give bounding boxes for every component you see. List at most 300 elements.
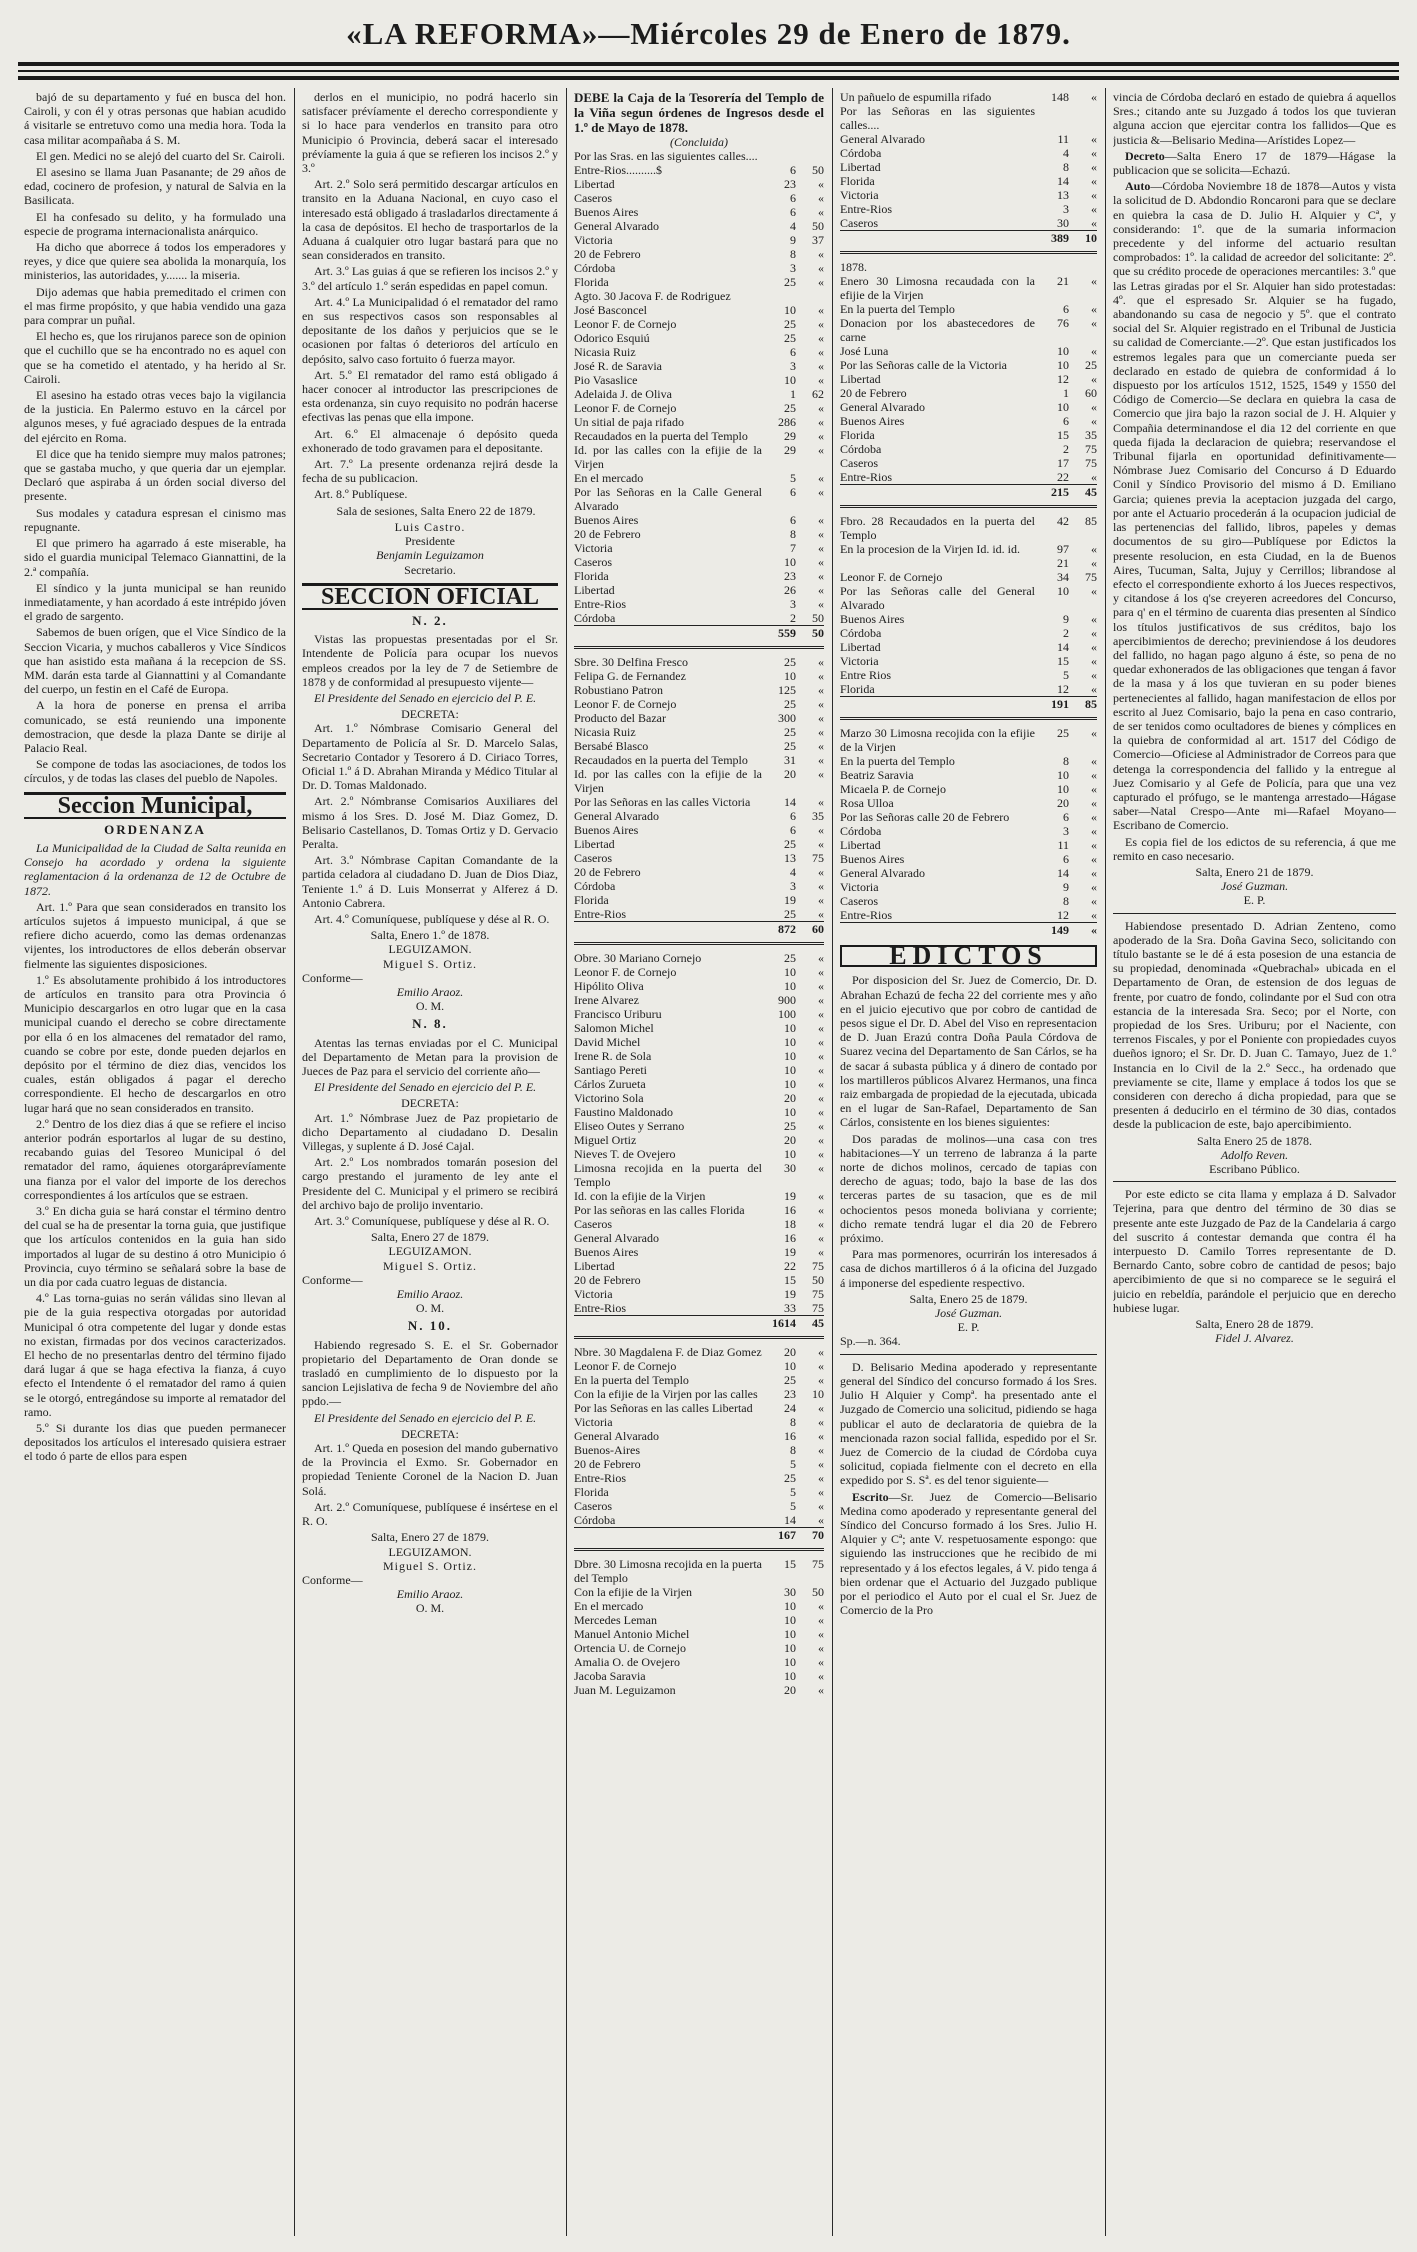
ledger-entry: Micaela P. de Cornejo bbox=[840, 782, 946, 797]
ledger-entry: General Alvarado bbox=[574, 1231, 659, 1246]
ledger-entry: Obre. 30 Mariano Cornejo bbox=[574, 951, 702, 966]
ledger-row bbox=[574, 1301, 824, 1315]
ledger-row bbox=[574, 583, 824, 597]
ledger-entry: Libertad bbox=[574, 1259, 615, 1274]
ledger-entry: Caseros bbox=[574, 191, 612, 206]
conforme-label: Conforme— bbox=[302, 1272, 363, 1287]
ledger-amount: 9 bbox=[1063, 880, 1069, 895]
ledger-amount: 10 bbox=[784, 1063, 796, 1078]
ledger-total bbox=[840, 230, 1097, 245]
ledger-cents: « bbox=[818, 583, 824, 598]
ledger-entry: Bersabé Blasco bbox=[574, 739, 649, 754]
ledger-entry: Id. por las calles con la efijie de la Virjen bbox=[574, 443, 762, 472]
ledger-table bbox=[840, 514, 1097, 696]
ledger-amount: 10 bbox=[784, 979, 796, 994]
ledger-entry: Florida bbox=[574, 569, 609, 584]
edict-paragraph: D. Belisario Medina apoderado y representante general del Síndico del concurso formado á los Sres. Julio H Alquier y Compª. ha presentado ante el Juzgado de Comercio una solicitud, pidiendo se haga publicar el auto de declaratoria de quiebra de la mencionada razon social fallida, espedido por el Sr. Juez de Comercio de la ciudad de Córdoba cuya solicitud, copiada fielmente con el decreto en ella expedido por S. Sª. es del tenor siguiente— bbox=[840, 1359, 1097, 1488]
column-2 bbox=[302, 90, 558, 2230]
ledger-amount: 8 bbox=[790, 1443, 796, 1458]
signature: José Guzman. bbox=[1220, 879, 1289, 894]
auto-label: Auto bbox=[1125, 179, 1151, 194]
article: Art. 3.º Las guias á que se refieren los incisos 2.º y 3.º del artículo 1.º serán espedidas en papel comun. bbox=[302, 264, 558, 293]
ledger-amount: 10 bbox=[784, 1147, 796, 1162]
signature-role: Secretario. bbox=[404, 562, 456, 577]
ledger-row bbox=[840, 908, 1097, 922]
ledger-total bbox=[574, 1527, 824, 1542]
ledger-row bbox=[574, 1147, 824, 1161]
ledger-amount: 6 bbox=[790, 823, 796, 838]
ledger-entry: David Michel bbox=[574, 1035, 641, 1050]
ledger-row bbox=[574, 1021, 824, 1035]
ledger-row bbox=[574, 387, 824, 401]
ledger-row bbox=[840, 400, 1097, 414]
signature: LEGUIZAMON. bbox=[388, 1244, 472, 1259]
ledger-entry: Córdoba bbox=[840, 442, 882, 457]
ledger-entry: Florida bbox=[574, 1485, 609, 1500]
decreta-label: DECRETA: bbox=[401, 707, 459, 722]
ledger-amount: 16 bbox=[784, 1429, 796, 1444]
ledger-row bbox=[840, 132, 1097, 146]
ledger-cents: « bbox=[818, 1021, 824, 1036]
ledger-amount: 30 bbox=[1057, 216, 1069, 230]
ledger-amount: 10 bbox=[1057, 768, 1069, 783]
ledger-cents: « bbox=[818, 527, 824, 542]
decreta-label: DECRETA: bbox=[401, 1426, 459, 1441]
ledger-amount: 10 bbox=[784, 1641, 796, 1656]
ledger-entry: Victoria bbox=[840, 880, 879, 895]
ledger-cents: « bbox=[818, 1203, 824, 1218]
ledger-amount: 8 bbox=[790, 247, 796, 262]
article: derlos en el municipio, no podrá hacerlo sin satisfacer prévíamente el derecho correspondiente y si lo hace para venderlos en transito para otro Municipio ó Provincia, deberá sacar el interesado prévíamente la guia á que se refieren los incisos 2.º y 3.º bbox=[302, 90, 558, 176]
ledger-row bbox=[840, 302, 1097, 316]
ledger-total bbox=[574, 921, 824, 936]
ledger-entry: Córdoba bbox=[840, 626, 882, 641]
article-clause: 2.º Dentro de los diez dias á que se refiere el inciso anterior podrán esportarlos al lugar de su destino, recabando guias del Tesoreo Municipal ó del rematador del ramo, áquienes otorgaráprevíamente una fianza por el valor del importe de los derechos correspondientes á los artículos que se estraen. bbox=[24, 1116, 286, 1202]
ledger-cents: 50 bbox=[796, 626, 824, 641]
ledger-row bbox=[840, 754, 1097, 768]
article: Art. 2.º Nómbranse Comisarios Auxiliares del mismo á los Sres. D. José M. Diaz Gomez, D. Belisario Castellanos, D. Tomas Ortiz y D. Gervacio Peralta. bbox=[302, 794, 558, 851]
ledger-cents: « bbox=[818, 1147, 824, 1162]
signature: Fidel J. Alvarez. bbox=[1215, 1331, 1294, 1346]
ledger-entry: Buenos Aires bbox=[840, 852, 905, 867]
ledger-row bbox=[840, 174, 1097, 188]
ledger-cents: « bbox=[818, 331, 824, 346]
ledger-row bbox=[574, 1655, 824, 1669]
ledger-amount: 6 bbox=[1063, 852, 1069, 867]
ledger-entry: Id. por las calles con la efijie de la Virjen bbox=[574, 767, 762, 796]
ledger-entry bbox=[574, 626, 762, 641]
ledger-row bbox=[574, 303, 824, 317]
ledger-row bbox=[574, 345, 824, 359]
ledger-entry: José R. de Saravia bbox=[574, 359, 662, 374]
ledger-amount: 16 bbox=[784, 1203, 796, 1218]
ledger-cents: « bbox=[818, 753, 824, 768]
ledger-cents: « bbox=[818, 1599, 824, 1614]
ledger-amount: 25 bbox=[784, 837, 796, 852]
ledger-row bbox=[574, 1513, 824, 1527]
ledger-cents: « bbox=[818, 993, 824, 1008]
ledger-row bbox=[574, 373, 824, 387]
ledger-entry: Dbre. 30 Limosna recojida en la puerta del Templo bbox=[574, 1557, 762, 1586]
ledger-entry: Francisco Uriburu bbox=[574, 1007, 662, 1022]
ledger-cents: « bbox=[1091, 470, 1097, 485]
ledger-row bbox=[574, 1485, 824, 1499]
ledger-amount: 389 bbox=[1035, 231, 1069, 246]
edict-paragraph: —Sr. Juez de Comercio—Belisario Medina como apoderado y representante general del Síndico del Concurso formado á los Sres. Julio H. Alquier y Cª; ante V. respetuosamente espongo: que siguiendo las instrucciones que he recibido de mi representado y á los efectos legales, á V. pido tenga á bien ordenar que el Actuario del Juzgado publique por el periodico el Auto por el cual el Sr. Juez de Comercio de la Pro bbox=[840, 1489, 1097, 1618]
ledger-entry: Caseros bbox=[840, 894, 878, 909]
ledger-row bbox=[840, 852, 1097, 866]
ledger-row bbox=[574, 753, 824, 767]
signature-role: O. M. bbox=[415, 999, 445, 1014]
ledger-cents: « bbox=[1069, 923, 1097, 938]
ledger-amount: 10 bbox=[784, 555, 796, 570]
article: Art. 6.º El almacenaje ó depósito queda exhonerado de todo gravamen para el depositante. bbox=[302, 426, 558, 455]
ledger-cents: « bbox=[818, 1655, 824, 1670]
edict-paragraph: Habiendose presentado D. Adrian Zenteno, como apoderado de la Sra. Doña Gavina Seco, solicitando con título bastante se le dé á esta posesion de una estancia de su propiedad, denominada «Quebrachal» ubicada en el Departamento de Oran, de estension de dos leguas de frente, por cuatro de fondo, colindante por el Sud con otra estancia de la interesada Sra. Seco; por el Norte, con propiedad de los Sres. Uriburu; por el Naciente, con terrenos Fiscales, y por el Poniente con propiedades cuyos dueños ignoro; el Sr. Dr. D. Juan C. Tamayo, Juez de 1.º Instancia en lo Civil de la 2.º Secc., ha ordenado que previamente se cite, llame y emplace á todos los que se consideren con derecho á dicha propiedad, para que se presenten á deducirlo en el término de 30 dias, contados desde la publicacion de este, bajo apercibimiento. bbox=[1113, 918, 1396, 1132]
ledger-amount: 22 bbox=[784, 1259, 796, 1274]
ledger-cents: « bbox=[818, 247, 824, 262]
column-divider bbox=[294, 88, 295, 2236]
ledger-amount: 10 bbox=[1057, 400, 1069, 415]
ledger-table bbox=[840, 90, 1097, 230]
ledger-cents: « bbox=[1091, 668, 1097, 683]
article: Art. 4.º Comuníquese, publíquese y dése al R. O. bbox=[314, 911, 550, 926]
ledger-cents: « bbox=[1091, 894, 1097, 909]
ledger-amount: 215 bbox=[1035, 485, 1069, 500]
ledger-cents: 37 bbox=[812, 233, 824, 248]
ledger-entry: Donacion por los abastecedores de carne bbox=[840, 316, 1035, 345]
ledger-row bbox=[574, 1359, 824, 1373]
ledger-entry: Leonor F. de Cornejo bbox=[574, 401, 677, 416]
edict-paragraph: Por este edicto se cita llama y emplaza á D. Salvador Tejerina, para que dentro del término de 30 dias se presente ante este Juzgado de Paz de la Candelaria á cargo del suscrito á contestar demanda que contra él ha interpuesto D. Camilo Torres representante de D. Bernardo Canto, sobre cobro de cantidad de pesos; bajo apercibimiento de que si no comparece se le seguirá el juicio en rebeldía, parándole el perjuicio que en derecho hubiese lugar. bbox=[1113, 1187, 1396, 1315]
article: Art. 3.º Nómbrase Capitan Comandante de la partida celadora al ciudadano D. Juan de Dios Diaz, Teniente 1.º á D. Luis Monserrat y Alferez á D. Antonio Cabrera. bbox=[302, 853, 558, 910]
ledger-row bbox=[574, 569, 824, 583]
ledger-cents: « bbox=[1091, 640, 1097, 655]
ledger-row bbox=[574, 1259, 824, 1273]
ledger-entry: Libertad bbox=[840, 160, 881, 174]
ledger-amount: 12 bbox=[1057, 908, 1069, 923]
ledger-entry: Por las Señoras en las calles Libertad bbox=[574, 1401, 753, 1416]
ledger-entry: 20 de Febrero bbox=[574, 527, 641, 542]
ledger-entry: Entre-Rios bbox=[574, 907, 626, 922]
ledger-cents: 75 bbox=[812, 1259, 824, 1274]
ledger-entry: En la puerta del Templo bbox=[840, 754, 955, 769]
ledger-cents: « bbox=[1091, 160, 1097, 174]
ledger-row bbox=[840, 90, 1097, 104]
ledger-cents: 35 bbox=[1085, 428, 1097, 443]
ledger-cents: « bbox=[818, 345, 824, 360]
ledger-row bbox=[574, 1599, 824, 1613]
ledger-entry: Por las Señoras en la Calle General Alvarado bbox=[574, 485, 762, 514]
ledger-entry: Fbro. 28 Recaudados en la puerta del Templo bbox=[840, 514, 1035, 543]
ledger-cents: « bbox=[818, 907, 824, 922]
ledger-entry: En la puerta del Templo bbox=[840, 302, 955, 317]
ledger-amount: 31 bbox=[784, 753, 796, 768]
article-clause: 5.º Si durante los dias que pueden permanecer depositados los artículos el interesado quisiera estraer el todo ó parte de ellos para espen bbox=[24, 1421, 286, 1464]
ledger-cents: « bbox=[1091, 372, 1097, 387]
ledger-amount: 191 bbox=[1035, 697, 1069, 712]
ledger-row bbox=[840, 894, 1097, 908]
decree-text: Habiendo regresado S. E. el Sr. Gobernador propietario del Departamento de Oran donde se trasladó en cumplimiento de lo dispuesto por la sancion Lejislativa de fecha 9 de Noviembre del año ppdo.— bbox=[302, 1337, 558, 1409]
ledger-cents: « bbox=[818, 205, 824, 220]
ledger-cents: « bbox=[1091, 202, 1097, 216]
ledger-entry: Florida bbox=[840, 428, 875, 443]
ledger-amount: 22 bbox=[1057, 470, 1069, 485]
ledger-row bbox=[574, 415, 824, 429]
ledger-amount: 10 bbox=[784, 669, 796, 684]
news-paragraph: El asesino se llama Juan Pasanante; de 29 años de edad, cocinero de profesion, y natural de Salvia en la Basilicata. bbox=[24, 165, 286, 208]
ledger-row bbox=[840, 160, 1097, 174]
ledger-amount: 9 bbox=[1063, 612, 1069, 627]
ledger-row bbox=[574, 331, 824, 345]
ledger-cents: « bbox=[818, 303, 824, 318]
ledger-amount: 6 bbox=[1063, 414, 1069, 429]
ledger-row bbox=[574, 1627, 824, 1641]
ledger-cents: « bbox=[1091, 782, 1097, 797]
news-paragraph: Sabemos de buen orígen, que el Vice Síndico de la Seccion Vicaria, y muchos caballeros y Vice Síndicos que han asistido esta mañana á la recepcion de SS. MM. darán esta tarde al Giannattini y al Comandante del cuerpo, un festin en el Café de Europa. bbox=[24, 625, 286, 697]
ledger-row bbox=[574, 725, 824, 739]
ledger-amount: 15 bbox=[1057, 428, 1069, 443]
signature: Adolfo Reven. bbox=[1220, 1147, 1289, 1162]
ledger-cents: « bbox=[818, 1499, 824, 1514]
ledger-amount bbox=[1035, 104, 1069, 132]
column-5 bbox=[1113, 90, 1396, 2230]
ledger-entry: Felipa G. de Fernandez bbox=[574, 669, 686, 684]
decree-authority: El Presidente del Senado en ejercicio del P. E. bbox=[314, 1080, 537, 1095]
ledger-amount: 10 bbox=[784, 1049, 796, 1064]
ledger-cents: « bbox=[818, 1683, 824, 1698]
ledger-amount: 10 bbox=[784, 1655, 796, 1670]
ledger-amount: 16 bbox=[784, 1231, 796, 1246]
ledger-cents: « bbox=[818, 541, 824, 556]
masthead-title: «LA REFORMA»—Miércoles 29 de Enero de 1879. bbox=[346, 16, 1071, 51]
ledger-amount: 25 bbox=[784, 1471, 796, 1486]
ledger-entry: Victoria bbox=[840, 188, 879, 202]
masthead-rule-thin bbox=[18, 70, 1399, 72]
ledger-entry: Juan M. Leguizamon bbox=[574, 1683, 676, 1698]
ledger-entry: Buenos Aires bbox=[574, 1245, 639, 1260]
ledger-entry: Por las Señoras calle del General Alvarado bbox=[840, 584, 1035, 613]
ledger-cents: « bbox=[818, 485, 824, 500]
article: Art. 2.º Los nombrados tomarán posesion del cargo prestando el juramento de ley ante el Presidente del C. Municipal y el primero se recibirá del archivo bajo de prolijo inventario. bbox=[302, 1155, 558, 1212]
ledger-cents: « bbox=[818, 655, 824, 670]
ledger-amount: 167 bbox=[762, 1528, 796, 1543]
ledger-cents: 25 bbox=[1085, 358, 1097, 373]
ledger-amount: 8 bbox=[790, 527, 796, 542]
ledger-amount: 4 bbox=[790, 865, 796, 880]
ledger-entry: Por las Señoras calle de la Victoria bbox=[840, 358, 1008, 373]
ledger-row bbox=[574, 965, 824, 979]
ledger-entry: Córdoba bbox=[574, 879, 616, 894]
decree-number: N. 2. bbox=[412, 612, 448, 628]
ledger-amount: 11 bbox=[1057, 838, 1069, 853]
ledger-amount: 6 bbox=[1063, 302, 1069, 317]
ledger-subtitle: (Concluida) bbox=[670, 135, 728, 149]
ledger-table bbox=[840, 274, 1097, 484]
ledger-entry: Por las Señoras en las calles Victoria bbox=[574, 795, 751, 810]
ledger-amount: 14 bbox=[784, 1513, 796, 1528]
article: Art. 2.º Solo será permitido descargar artículos en transito en la Aduana Nacional, en cuyo caso el interesado está obligado á trasladarlos directamente á la casa de depósitos. El hecho de trasportarlos de la Aduana á cualquier otro lugar bastará para que no sean considerados en transito. bbox=[302, 177, 558, 263]
ledger-cents: « bbox=[818, 177, 824, 192]
ledger-cents: « bbox=[818, 1359, 824, 1374]
decreto-label: Decreto bbox=[1125, 148, 1165, 163]
ledger-entry: Córdoba bbox=[574, 611, 616, 626]
signature-role: O. M. bbox=[415, 1601, 445, 1616]
ledger-amount: 11 bbox=[1057, 132, 1069, 146]
ledger-entry: Pio Vasaslice bbox=[574, 373, 638, 388]
signature: Miguel S. Ortiz. bbox=[383, 1558, 477, 1573]
ledger-amount: 6 bbox=[790, 345, 796, 360]
ledger-row bbox=[574, 1443, 824, 1457]
ledger-row bbox=[574, 697, 824, 711]
ledger-amount: 8 bbox=[1063, 894, 1069, 909]
ledger-entry: Victoria bbox=[574, 233, 613, 248]
ledger-amount: 900 bbox=[778, 993, 796, 1008]
ledger-entry: Marzo 30 Limosna recojida con la efijie de la Virjen bbox=[840, 726, 1035, 755]
ledger-cents: 60 bbox=[796, 922, 824, 937]
news-paragraph: El que primero ha agarrado á este miserable, ha sido el guardia municipal Telemaco Giannattini, de la 2.ª compañía. bbox=[24, 536, 286, 579]
ledger-amount: 25 bbox=[784, 1373, 796, 1388]
edict-date: Salta, Enero 25 de 1879. bbox=[909, 1291, 1028, 1306]
ledger-cents: « bbox=[818, 1119, 824, 1134]
ledger-amount: 97 bbox=[1057, 542, 1069, 557]
ledger-row bbox=[574, 865, 824, 879]
column-divider bbox=[1105, 88, 1106, 2236]
ledger-amount: 10 bbox=[1057, 344, 1069, 359]
ledger-row bbox=[574, 597, 824, 611]
ledger-entry: Entre-Rios bbox=[840, 908, 892, 923]
ledger-cents: 75 bbox=[1085, 570, 1097, 585]
ledger-row bbox=[840, 838, 1097, 852]
ledger-amount: 25 bbox=[784, 655, 796, 670]
ledger-total bbox=[574, 625, 824, 640]
ledger-row bbox=[574, 669, 824, 683]
ledger-cents: « bbox=[818, 261, 824, 276]
ledger-row bbox=[574, 527, 824, 541]
edict-date: Salta, Enero 28 de 1879. bbox=[1195, 1317, 1314, 1332]
ledger-cents: « bbox=[1091, 188, 1097, 202]
ledger-amount: 3 bbox=[1063, 202, 1069, 216]
ledger-amount: 20 bbox=[784, 1133, 796, 1148]
ledger-amount: 30 bbox=[784, 1161, 796, 1176]
signature: Benjamin Leguizamon bbox=[376, 548, 484, 563]
ledger-cents: « bbox=[818, 555, 824, 570]
ledger-cents: « bbox=[818, 1189, 824, 1204]
ledger-cents: « bbox=[818, 1613, 824, 1628]
ledger-row bbox=[574, 993, 824, 1007]
column-divider bbox=[566, 88, 567, 2236]
ledger-entry: Córdoba bbox=[840, 824, 882, 839]
ledger-total-row bbox=[574, 922, 824, 937]
subsection-heading: ORDENANZA bbox=[104, 821, 206, 837]
ledger-amount: 872 bbox=[762, 922, 796, 937]
ledger-amount: 29 bbox=[784, 443, 796, 458]
ledger-title: DEBE la Caja de la Tesorería del Templo de la Viña segun órdenes de Ingresos desde el 1.º de Mayo de 1878. bbox=[574, 90, 824, 135]
ledger-entry: Por las Señoras en las siguientes calles.... bbox=[840, 104, 1035, 132]
ledger-cents: « bbox=[818, 415, 824, 430]
ledger-amount: 10 bbox=[784, 1627, 796, 1642]
decreta-label: DECRETA: bbox=[401, 1096, 459, 1111]
ledger-cents: 75 bbox=[812, 1301, 824, 1316]
ledger-row bbox=[840, 514, 1097, 542]
ledger-total-row bbox=[840, 485, 1097, 500]
decree-date: Salta, Enero 27 de 1879. bbox=[371, 1530, 489, 1545]
ledger-row bbox=[840, 456, 1097, 470]
ledger-cents: « bbox=[1091, 400, 1097, 415]
ledger-total-row bbox=[840, 923, 1097, 938]
column-divider bbox=[832, 88, 833, 2236]
ledger-amount: 10 bbox=[784, 1669, 796, 1684]
escrito-label: Escrito bbox=[852, 1489, 889, 1504]
ledger-cents: « bbox=[818, 1485, 824, 1500]
ledger-row bbox=[840, 810, 1097, 824]
ledger-cents: « bbox=[818, 597, 824, 612]
ledger-entry: Enero 30 Limosna recaudada con la efijie de la Virjen bbox=[840, 274, 1035, 303]
ledger-total-row bbox=[840, 231, 1097, 246]
ledger-entry: Libertad bbox=[574, 837, 615, 852]
ledger-row bbox=[840, 880, 1097, 894]
ledger-entry: Agto. 30 Jacova F. de Rodriguez bbox=[574, 289, 731, 304]
ledger-cents: 50 bbox=[812, 611, 824, 626]
ledger-entry: Caseros bbox=[840, 216, 878, 230]
ledger-cents: « bbox=[818, 1513, 824, 1528]
ledger-amount: 286 bbox=[778, 415, 796, 430]
ledger-table bbox=[574, 1345, 824, 1527]
ledger-row bbox=[840, 386, 1097, 400]
article: Art. 2.º Comuníquese, publíquese é insértese en el R. O. bbox=[302, 1499, 558, 1529]
ledger-cents: « bbox=[1091, 682, 1097, 697]
ledger-entry: Rosa Ulloa bbox=[840, 796, 894, 811]
ledger-cents: « bbox=[1091, 768, 1097, 783]
ledger-row bbox=[574, 1613, 824, 1627]
ledger-row bbox=[840, 626, 1097, 640]
ledger-row bbox=[574, 1387, 824, 1401]
ledger-row bbox=[574, 1245, 824, 1259]
ledger-entry: General Alvarado bbox=[574, 809, 659, 824]
ledger-entry: Un sitial de paja rifado bbox=[574, 415, 684, 430]
decree-number: N. 10. bbox=[407, 1318, 453, 1334]
signature: Miguel S. Ortiz. bbox=[383, 956, 477, 971]
ledger-cents: « bbox=[1091, 216, 1097, 230]
ledger-cents bbox=[796, 289, 824, 303]
masthead-rule-lower bbox=[18, 76, 1399, 80]
ledger-amount: 14 bbox=[1057, 174, 1069, 188]
ledger-row bbox=[574, 1007, 824, 1021]
ledger-cents: « bbox=[818, 373, 824, 388]
ledger-entry: Miguel Ortiz bbox=[574, 1133, 637, 1148]
article: Art. 7.º La presente ordenanza rejirá desde la fecha de su publicacion. bbox=[302, 457, 558, 486]
ledger-entry: Con la efijie de la Virjen bbox=[574, 1585, 693, 1600]
ledger-entry: Caseros bbox=[574, 1217, 612, 1232]
ledger-entry bbox=[840, 697, 1035, 712]
ledger-cents: « bbox=[818, 443, 824, 458]
ledger-cents: « bbox=[1091, 654, 1097, 669]
ledger-amount: 25 bbox=[784, 1119, 796, 1134]
ledger-table bbox=[574, 163, 824, 625]
signature-role: E. P. bbox=[1243, 893, 1266, 908]
ledger-amount: 149 bbox=[1035, 923, 1069, 938]
ledger-cents: 35 bbox=[812, 809, 824, 824]
ledger-cents: « bbox=[1091, 852, 1097, 867]
ledger-entry: Salomon Michel bbox=[574, 1021, 654, 1036]
ledger-row bbox=[574, 1669, 824, 1683]
ledger-cents: « bbox=[818, 865, 824, 880]
ledger-row bbox=[840, 682, 1097, 696]
ledger-amount: 3 bbox=[1063, 824, 1069, 839]
ledger-row bbox=[574, 1287, 824, 1301]
ledger-cents: 50 bbox=[812, 1273, 824, 1288]
ledger-row bbox=[574, 471, 824, 485]
